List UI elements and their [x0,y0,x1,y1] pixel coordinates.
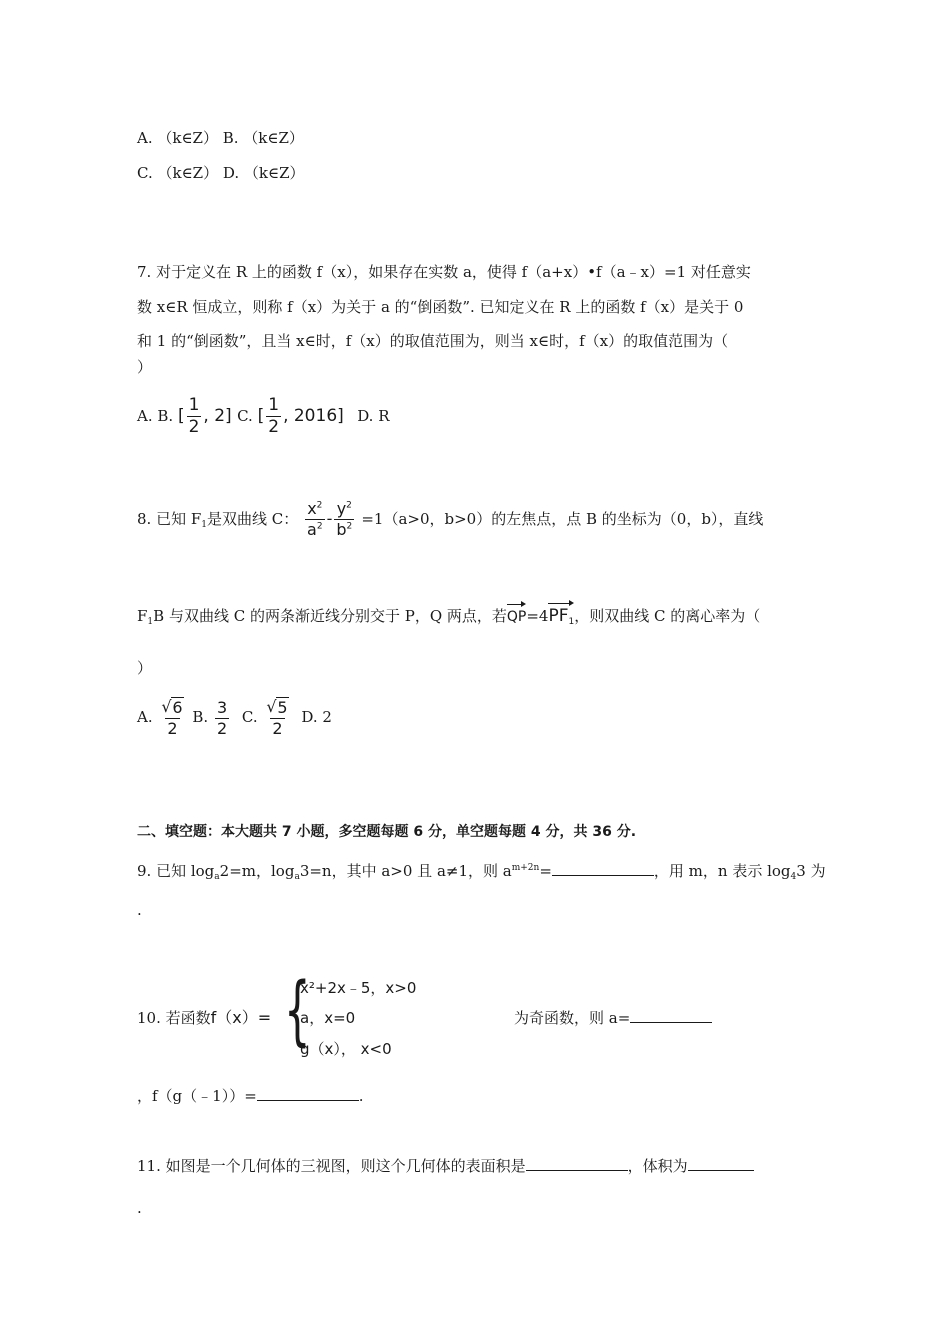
q7-text-line3: 和 1 的“倒函数”，且当 x∈时，f（x）的取值范围为，则当 x∈时，f（x）的取值范围为（ [137,332,729,350]
q8-text-line1: 8. 已知 $F_1$是双曲线 C： $\frac{x^2}{a^2}$ - $\frac{y^2}{b^2}$ =1（a>0，b>0）的左焦点，点 B 的坐标为（0，b），直线 [137,499,764,539]
q8-option-b-value: $\frac{3}{2}$ [216,697,228,738]
q10-prefix: 10. 若函数f（x）= [137,1008,272,1027]
q7-options [137,396,390,436]
q10-text-line2: ，f（g（﹣1））= . [137,1087,364,1105]
vector-pf1: $PF_1$ [548,606,574,632]
q10-answer-blank-2[interactable] [257,1086,359,1101]
q7-option-b-fraction: $\frac{1}{2}$ [188,394,200,437]
q10-case-3: g（x）， x<0 [300,1040,392,1058]
q10-case-2: a，x=0 [300,1009,356,1027]
q7-option-a: A. [137,407,158,425]
q11-answer-blank-1[interactable] [526,1156,628,1171]
q9-text-line1: 9. 已知 $\log_a2=m$，$\log_a3=n$，其中 a>0 且 a≠1，则 $a^{m+2n}=$ ，用 m，n 表示 $\log_43$ 为 [137,862,826,882]
q11-text-line1: 11. 如图是一个几何体的三视图，则这个几何体的表面积是 ，体积为 [137,1156,754,1176]
q6-options-line1: A. （k∈Z） B. （k∈Z） [137,129,304,147]
q7-option-b-label: B. [157,407,174,425]
q10-middle: 为奇函数，则 a= [514,1008,712,1028]
q9-answer-blank-1[interactable] [552,861,654,876]
q8-text-line2: $F_1B$ 与双曲线 C 的两条渐近线分别交于 P，Q 两点，若$QP=4PF_1$，则双曲线 C 的离心率为（ [137,606,760,632]
q10-case-1: x²+2x﹣5，x>0 [300,979,417,997]
q10-answer-blank-1[interactable] [630,1008,712,1023]
q8-option-a-value: √ $\frac{6}{2}$ [159,700,185,737]
q7-option-c-fraction: $\frac{1}{2}$ [268,394,280,437]
vector-qp: QP [506,609,527,625]
q11-text-line2: . [137,1199,142,1217]
q7-option-b: [ $\frac{1}{2}$ , 2] [177,394,232,437]
q7-text-line2: 数 x∈R 恒成立，则称 f（x）为关于 a 的“倒函数”. 已知定义在 R 上的函数 f（x）是关于 0 [137,298,744,316]
q7-text-line1: 7. 对于定义在 R 上的函数 f（x），如果存在实数 a，使得 f（a+x）•f（a﹣x）=1 对任意实 [137,263,751,281]
q7-option-d: D. R [357,407,390,425]
q8-text-line3: ） [137,659,153,677]
section-heading: 二、填空题：本大题共 7 小题，多空题每题 6 分，单空题每题 4 分，共 36 分. [137,824,637,840]
q8-options: A. √ $\frac{6}{2}$ B. $\frac{3}{2}$ C. √ $\frac{5}{2}$ D. 2 [137,694,332,740]
q7-text-line4: ） [137,358,153,376]
q7-option-c-label: C. [237,407,253,425]
q6-options-line2: C. （k∈Z） D. （k∈Z） [137,164,305,182]
piecewise-brace: { [284,965,311,1054]
q8-hyperbola-equation: $\frac{x^2}{a^2}$ - $\frac{y^2}{b^2}$ [307,499,353,539]
q9-text-line2: . [137,901,142,919]
q7-option-c: [ $\frac{1}{2}$ , 2016] [257,394,344,437]
q8-option-c-value: √ $\frac{5}{2}$ [264,700,290,737]
q11-answer-blank-2[interactable] [688,1156,754,1171]
